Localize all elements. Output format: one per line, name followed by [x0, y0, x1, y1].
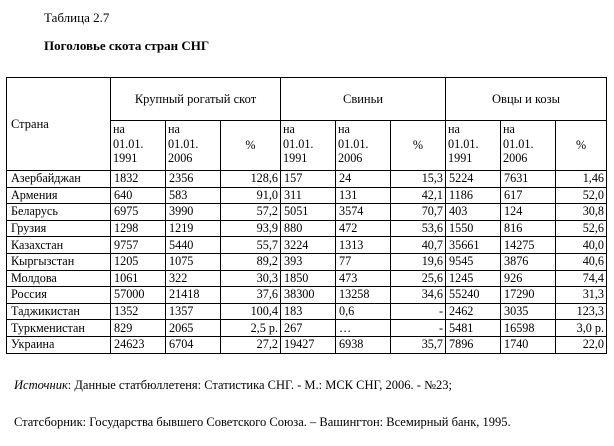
sheep-2006-cell: 17290: [501, 287, 556, 304]
source-note-2: Статсборник: Государства бывшего Советского Союза. – Вашингтон: Всемирный банк, 1995.: [14, 415, 511, 429]
pigs-1991-cell: 19427: [281, 336, 336, 353]
sheep-pct-cell: 123,3: [556, 303, 607, 320]
sheep-2006-cell: 926: [501, 270, 556, 287]
pigs-2006-cell: 24: [336, 171, 391, 188]
sheep-1991-cell: 1186: [446, 187, 501, 204]
country-header: Страна: [7, 78, 111, 171]
cattle-2006-cell: 5440: [166, 237, 221, 254]
group-header-cattle: Крупный рогатый скот: [111, 78, 281, 121]
cattle-pct-cell: 93,9: [221, 220, 281, 237]
pigs-1991-cell: 1850: [281, 270, 336, 287]
pigs-1991-cell: 38300: [281, 287, 336, 304]
pigs-1991-cell: 311: [281, 187, 336, 204]
cattle-pct-cell: 27,2: [221, 336, 281, 353]
country-name-cell: Грузия: [7, 220, 111, 237]
cattle-2006-cell: 583: [166, 187, 221, 204]
subheader-percent: %: [391, 121, 446, 171]
sheep-1991-cell: 35661: [446, 237, 501, 254]
country-name-cell: Азербайджан: [7, 171, 111, 188]
country-name-cell: Кыргызстан: [7, 253, 111, 270]
country-name-cell: Таджикистан: [7, 303, 111, 320]
livestock-table: [6, 77, 607, 354]
table-row: [7, 253, 607, 270]
pigs-2006-cell: 131: [336, 187, 391, 204]
pigs-pct-cell: 42,1: [391, 187, 446, 204]
cattle-1991-cell: 1298: [111, 220, 166, 237]
pigs-2006-cell: 1313: [336, 237, 391, 254]
sheep-pct-cell: 3,0 р.: [556, 320, 607, 337]
pigs-2006-cell: 6938: [336, 336, 391, 353]
cattle-pct-cell: 128,6: [221, 171, 281, 188]
pigs-2006-cell: 472: [336, 220, 391, 237]
pigs-pct-cell: 15,3: [391, 171, 446, 188]
group-header-pigs: Свиньи: [281, 78, 446, 121]
table-row: [7, 287, 607, 304]
pigs-pct-cell: -: [391, 320, 446, 337]
subheader-date-2006: на 01.01. 2006: [336, 121, 391, 171]
sheep-2006-cell: 16598: [501, 320, 556, 337]
subheader-date-1991: на 01.01. 1991: [111, 121, 166, 171]
pigs-2006-cell: 0,6: [336, 303, 391, 320]
country-name-cell: Туркменистан: [7, 320, 111, 337]
sheep-1991-cell: 2462: [446, 303, 501, 320]
pigs-pct-cell: 35,7: [391, 336, 446, 353]
cattle-2006-cell: 322: [166, 270, 221, 287]
cattle-pct-cell: 89,2: [221, 253, 281, 270]
subheader-date-1991: на 01.01. 1991: [446, 121, 501, 171]
sheep-pct-cell: 22,0: [556, 336, 607, 353]
cattle-2006-cell: 1357: [166, 303, 221, 320]
table-caption: Таблица 2.7: [44, 10, 110, 25]
sheep-2006-cell: 124: [501, 204, 556, 221]
country-name-cell: Россия: [7, 287, 111, 304]
cattle-2006-cell: 2356: [166, 171, 221, 188]
cattle-1991-cell: 57000: [111, 287, 166, 304]
pigs-pct-cell: 70,7: [391, 204, 446, 221]
cattle-2006-cell: 1219: [166, 220, 221, 237]
sheep-2006-cell: 617: [501, 187, 556, 204]
sheep-2006-cell: 14275: [501, 237, 556, 254]
pigs-pct-cell: 25,6: [391, 270, 446, 287]
table-row: [7, 204, 607, 221]
country-name-cell: Украина: [7, 336, 111, 353]
sheep-pct-cell: 40,6: [556, 253, 607, 270]
pigs-2006-cell: 3574: [336, 204, 391, 221]
pigs-2006-cell: …: [336, 320, 391, 337]
cattle-2006-cell: 2065: [166, 320, 221, 337]
sheep-pct-cell: 52,0: [556, 187, 607, 204]
pigs-1991-cell: 183: [281, 303, 336, 320]
table-row: [7, 303, 607, 320]
sheep-1991-cell: 55240: [446, 287, 501, 304]
table-row: [7, 187, 607, 204]
country-name-cell: Казахстан: [7, 237, 111, 254]
cattle-2006-cell: 1075: [166, 253, 221, 270]
source-label: Источник: [14, 378, 68, 392]
pigs-1991-cell: 880: [281, 220, 336, 237]
pigs-2006-cell: 13258: [336, 287, 391, 304]
group-header-sheep-goats: Овцы и козы: [446, 78, 607, 121]
cattle-1991-cell: 1061: [111, 270, 166, 287]
table-row: [7, 237, 607, 254]
cattle-pct-cell: 57,2: [221, 204, 281, 221]
sheep-pct-cell: 31,3: [556, 287, 607, 304]
pigs-1991-cell: 5051: [281, 204, 336, 221]
pigs-1991-cell: 267: [281, 320, 336, 337]
sheep-1991-cell: 5481: [446, 320, 501, 337]
sheep-2006-cell: 3876: [501, 253, 556, 270]
sheep-1991-cell: 403: [446, 204, 501, 221]
pigs-1991-cell: 393: [281, 253, 336, 270]
source-text: : Данные статбюллетеня: Статистика СНГ. - М.: МСК СНГ, 2006. - №23;: [67, 378, 452, 392]
pigs-2006-cell: 77: [336, 253, 391, 270]
table-row: [7, 171, 607, 188]
cattle-1991-cell: 24623: [111, 336, 166, 353]
subheader-date-1991: на 01.01. 1991: [281, 121, 336, 171]
sheep-2006-cell: 1740: [501, 336, 556, 353]
cattle-1991-cell: 1205: [111, 253, 166, 270]
source-note: [14, 378, 452, 393]
country-name-cell: Армения: [7, 187, 111, 204]
cattle-2006-cell: 6704: [166, 336, 221, 353]
sheep-1991-cell: 1550: [446, 220, 501, 237]
subheader-percent: %: [221, 121, 281, 171]
sheep-2006-cell: 7631: [501, 171, 556, 188]
pigs-pct-cell: 53,6: [391, 220, 446, 237]
cattle-2006-cell: 3990: [166, 204, 221, 221]
pigs-2006-cell: 473: [336, 270, 391, 287]
cattle-1991-cell: 1352: [111, 303, 166, 320]
pigs-1991-cell: 157: [281, 171, 336, 188]
subheader-percent: %: [556, 121, 607, 171]
pigs-pct-cell: 19,6: [391, 253, 446, 270]
sheep-1991-cell: 5224: [446, 171, 501, 188]
country-name-cell: Беларусь: [7, 204, 111, 221]
sheep-1991-cell: 9545: [446, 253, 501, 270]
cattle-1991-cell: 1832: [111, 171, 166, 188]
cattle-pct-cell: 55,7: [221, 237, 281, 254]
sheep-pct-cell: 40,0: [556, 237, 607, 254]
sheep-pct-cell: 30,8: [556, 204, 607, 221]
table-row: [7, 220, 607, 237]
sheep-1991-cell: 7896: [446, 336, 501, 353]
header-row-groups: [7, 78, 607, 121]
cattle-2006-cell: 21418: [166, 287, 221, 304]
cattle-pct-cell: 2,5 р.: [221, 320, 281, 337]
sheep-2006-cell: 3035: [501, 303, 556, 320]
sheep-1991-cell: 1245: [446, 270, 501, 287]
sheep-pct-cell: 1,46: [556, 171, 607, 188]
sheep-pct-cell: 52,6: [556, 220, 607, 237]
pigs-1991-cell: 3224: [281, 237, 336, 254]
subheader-date-2006: на 01.01. 2006: [501, 121, 556, 171]
table-row: [7, 270, 607, 287]
cattle-1991-cell: 6975: [111, 204, 166, 221]
table-row: [7, 320, 607, 337]
sheep-2006-cell: 816: [501, 220, 556, 237]
sheep-pct-cell: 74,4: [556, 270, 607, 287]
cattle-1991-cell: 640: [111, 187, 166, 204]
pigs-pct-cell: -: [391, 303, 446, 320]
table-row: [7, 336, 607, 353]
cattle-1991-cell: 9757: [111, 237, 166, 254]
cattle-pct-cell: 100,4: [221, 303, 281, 320]
pigs-pct-cell: 34,6: [391, 287, 446, 304]
cattle-1991-cell: 829: [111, 320, 166, 337]
pigs-pct-cell: 40,7: [391, 237, 446, 254]
cattle-pct-cell: 37,6: [221, 287, 281, 304]
subheader-date-2006: на 01.01. 2006: [166, 121, 221, 171]
table-title: Поголовье скота стран СНГ: [44, 38, 210, 53]
country-name-cell: Молдова: [7, 270, 111, 287]
cattle-pct-cell: 30,3: [221, 270, 281, 287]
cattle-pct-cell: 91,0: [221, 187, 281, 204]
